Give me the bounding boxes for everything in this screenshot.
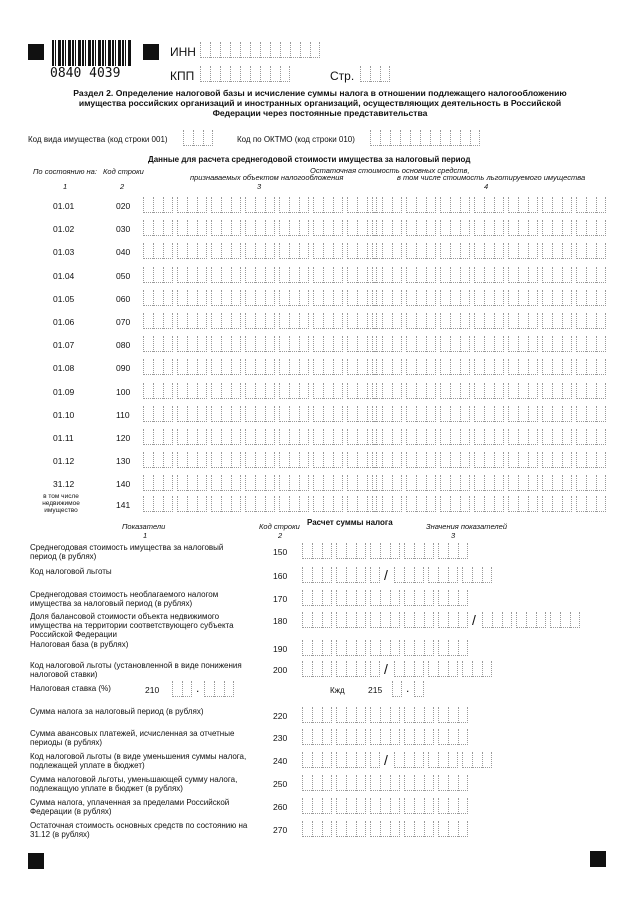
tax-row-code: 180 — [273, 616, 288, 626]
avg-row-col3-field[interactable] — [143, 220, 381, 236]
avg-row-col3-field[interactable] — [143, 406, 381, 422]
tax-row-label: Налоговая база (в рублях) — [30, 640, 129, 649]
avg-row-col4-field[interactable] — [372, 220, 610, 236]
avg-row-code: 130 — [116, 456, 131, 467]
tax-row-label: Код налоговой льготы (в виде уменьшения суммы налога, подлежащей уплате в бюджет) — [30, 752, 247, 770]
tax-n3: 3 — [451, 531, 456, 540]
avg-row-col4-field[interactable] — [372, 359, 610, 375]
tax-row-code: 250 — [273, 779, 288, 789]
tax-row-label: Сумма авансовых платежей, исчисленная за отчетные периоды (в рублях) — [30, 729, 235, 747]
avg-col3-header: признаваемых объектом налогообложения — [190, 173, 344, 182]
tax-row-value-field[interactable] — [302, 567, 496, 583]
tax-row-value-field[interactable] — [302, 798, 472, 814]
avg-row-col4-field[interactable] — [372, 452, 610, 468]
tax-row-code: 200 — [273, 665, 288, 675]
corner-mark-bottom-right — [590, 851, 606, 867]
tax-row-code: 170 — [273, 594, 288, 604]
realty-label: в том числе недвижимое имущество — [42, 493, 80, 514]
property-type-label: Код вида имущества (код строки 001) — [28, 135, 168, 144]
tax-row-value-field[interactable] — [302, 590, 472, 606]
avg-row-date: 01.05 — [53, 293, 75, 304]
avg-col2-number: 2 — [120, 182, 125, 191]
avg-row-col4-field[interactable] — [372, 475, 610, 491]
avg-row-date: 01.07 — [53, 340, 75, 351]
tax-rate-field[interactable]: . — [172, 681, 238, 697]
slash-separator: / — [472, 612, 476, 628]
avg-row-col4-field[interactable] — [372, 197, 610, 213]
avg-row-date: 31.12 — [53, 479, 75, 490]
avg-row-date: 01.04 — [53, 270, 75, 281]
kpp-label: КПП — [170, 69, 195, 83]
tax-row-code: 260 — [273, 802, 288, 812]
avg-col-group: Остаточная стоимость основных средств, — [310, 166, 470, 175]
section-title: Раздел 2. Определение налоговой базы и исчисление суммы налога в отношении подлежащего налогообложению имущества российских организаций и иностранных организаций, осуществляющих деятельность в Российской Федерации через постоянные представительства — [73, 88, 567, 118]
realty-code: 141 — [116, 500, 131, 510]
avg-row-code: 100 — [116, 386, 131, 397]
tax-row-label: Код налоговой льготы (установленной в виде понижения налоговой ставки) — [30, 661, 242, 679]
avg-row-col4-field[interactable] — [372, 290, 610, 306]
tax-row-label: Сумма налога, уплаченная за пределами Российской Федерации (в рублях) — [30, 798, 230, 816]
avg-row-col3-field[interactable] — [143, 267, 381, 283]
tax-row-label: Среднегодовая стоимость необлагаемого налогом имущества за налоговый период (в рублях) — [30, 590, 219, 608]
tax-n2: 2 — [278, 531, 283, 540]
avg-row-code: 030 — [116, 224, 131, 235]
tax-row-code: 240 — [273, 756, 288, 766]
avg-row-col4-field[interactable] — [372, 336, 610, 352]
avg-row-date: 01.06 — [53, 317, 75, 327]
tax-table-title: Расчет суммы налога — [307, 518, 393, 527]
tax-h-code: Код строки — [259, 522, 300, 531]
oktmo-field[interactable] — [370, 130, 480, 146]
tax-row-code: 160 — [273, 571, 288, 581]
avg-row-col4-field[interactable] — [372, 383, 610, 399]
tax-row-code: 190 — [273, 644, 288, 654]
tax-row-label: Сумма налоговой льготы, уменьшающей сумму налога, подлежащую уплате в бюджет (в рублях) — [30, 775, 238, 793]
avg-row-code: 070 — [116, 317, 131, 327]
avg-row-col4-field[interactable] — [372, 313, 610, 329]
avg-row-col4-field[interactable] — [372, 429, 610, 445]
corner-mark-top-left — [28, 44, 44, 60]
kkd-field[interactable]: . — [392, 681, 428, 697]
avg-table-title: Данные для расчета среднегодовой стоимости имущества за налоговый период — [148, 155, 471, 164]
page-field[interactable] — [360, 66, 390, 82]
slash-separator: / — [384, 661, 388, 677]
avg-row-col3-field[interactable] — [143, 336, 381, 352]
tax-n1: 1 — [143, 531, 148, 540]
avg-col4-header: в том числе стоимость льготируемого имущества — [397, 173, 586, 182]
avg-col1-number: 1 — [63, 182, 68, 191]
avg-row-col3-field[interactable] — [143, 475, 381, 491]
avg-row-code: 020 — [116, 201, 131, 211]
avg-row-col3-field[interactable] — [143, 359, 381, 375]
realty-col4-field[interactable] — [372, 496, 610, 512]
avg-row-code: 040 — [116, 247, 131, 258]
avg-row-code: 060 — [116, 293, 131, 304]
avg-row-date: 01.09 — [53, 386, 75, 397]
tax-row-code: 230 — [273, 733, 288, 743]
tax-row-value-field[interactable] — [302, 775, 472, 791]
tax-row-value-field[interactable] — [302, 543, 472, 559]
avg-row-code: 110 — [116, 409, 130, 420]
tax-h-indicators: Показатели — [122, 522, 166, 531]
avg-row-date: 01.11 — [53, 433, 74, 443]
avg-row-col3-field[interactable] — [143, 313, 381, 329]
avg-row-date: 01.03 — [53, 247, 75, 258]
corner-mark-top-middle — [143, 44, 159, 60]
inn-label: ИНН — [170, 45, 196, 59]
inn-field[interactable] — [200, 42, 320, 58]
avg-row-date: 01.01 — [53, 201, 75, 211]
avg-row-col3-field[interactable] — [143, 290, 381, 306]
property-type-field[interactable] — [183, 130, 213, 146]
avg-row-col4-field[interactable] — [372, 406, 610, 422]
avg-row-date: 01.02 — [53, 224, 75, 235]
avg-row-col3-field[interactable] — [143, 243, 381, 259]
avg-row-col3-field[interactable] — [143, 429, 381, 445]
avg-col4-number: 4 — [484, 182, 489, 191]
avg-row-date: 01.10 — [53, 409, 75, 420]
tax-row-label: Доля балансовой стоимости объекта недвижимого имущества на территории соответствующего субъекта Российской Федерации — [30, 612, 234, 639]
tax-row-value-field[interactable] — [302, 661, 496, 677]
tax-row-value-field[interactable] — [302, 612, 584, 628]
avg-col2-header: Код строки — [103, 167, 144, 176]
tax-row-value-field[interactable] — [302, 821, 472, 837]
avg-row-col3-field[interactable] — [143, 383, 381, 399]
avg-row-code: 080 — [116, 340, 131, 351]
kkd-label: Кжд — [330, 686, 345, 695]
realty-col3-field[interactable] — [143, 496, 381, 512]
barcode — [52, 40, 132, 66]
avg-row-code: 140 — [116, 479, 131, 490]
avg-col1-header: По состоянию на: — [33, 167, 97, 176]
tax-row-value-field[interactable] — [302, 640, 472, 656]
tax-row-label: Код налоговой льготы — [30, 567, 112, 576]
avg-col3-number: 3 — [257, 182, 262, 191]
avg-row-col4-field[interactable] — [372, 243, 610, 259]
avg-row-code: 050 — [116, 270, 131, 281]
page-label: Стр. — [330, 69, 355, 83]
slash-separator: / — [384, 567, 388, 583]
tax-row-label: Среднегодовая стоимость имущества за налоговый период (в рублях) — [30, 543, 224, 561]
tax-row-label: Сумма налога за налоговый период (в рублях) — [30, 707, 204, 716]
avg-row-col3-field[interactable] — [143, 197, 381, 213]
tax-row-label: Остаточная стоимость основных средств по состоянию на 31.12 (в рублях) — [30, 821, 248, 839]
tax-row-code: 210 — [145, 685, 160, 695]
kkd-code: 215 — [368, 685, 383, 695]
tax-h-values: Значения показателей — [426, 522, 508, 531]
kpp-field[interactable] — [200, 66, 290, 82]
tax-row-value-field[interactable] — [302, 752, 496, 768]
slash-separator: / — [384, 752, 388, 768]
tax-row-code: 220 — [273, 711, 288, 721]
corner-mark-bottom-left — [28, 853, 44, 869]
avg-row-col4-field[interactable] — [372, 267, 610, 283]
avg-row-date: 01.12 — [53, 456, 75, 467]
avg-row-date: 01.08 — [53, 363, 75, 374]
tax-row-code: 150 — [273, 547, 288, 557]
tax-row-label: Налоговая ставка (%) — [30, 684, 111, 693]
tax-row-value-field[interactable] — [302, 707, 472, 723]
tax-row-value-field[interactable] — [302, 729, 472, 745]
avg-row-code: 090 — [116, 363, 131, 374]
oktmo-label: Код по ОКТМО (код строки 010) — [237, 135, 355, 144]
barcode-number: 0840 4039 — [50, 66, 121, 81]
tax-row-code: 270 — [273, 825, 288, 835]
avg-row-code: 120 — [116, 433, 131, 443]
avg-row-col3-field[interactable] — [143, 452, 381, 468]
